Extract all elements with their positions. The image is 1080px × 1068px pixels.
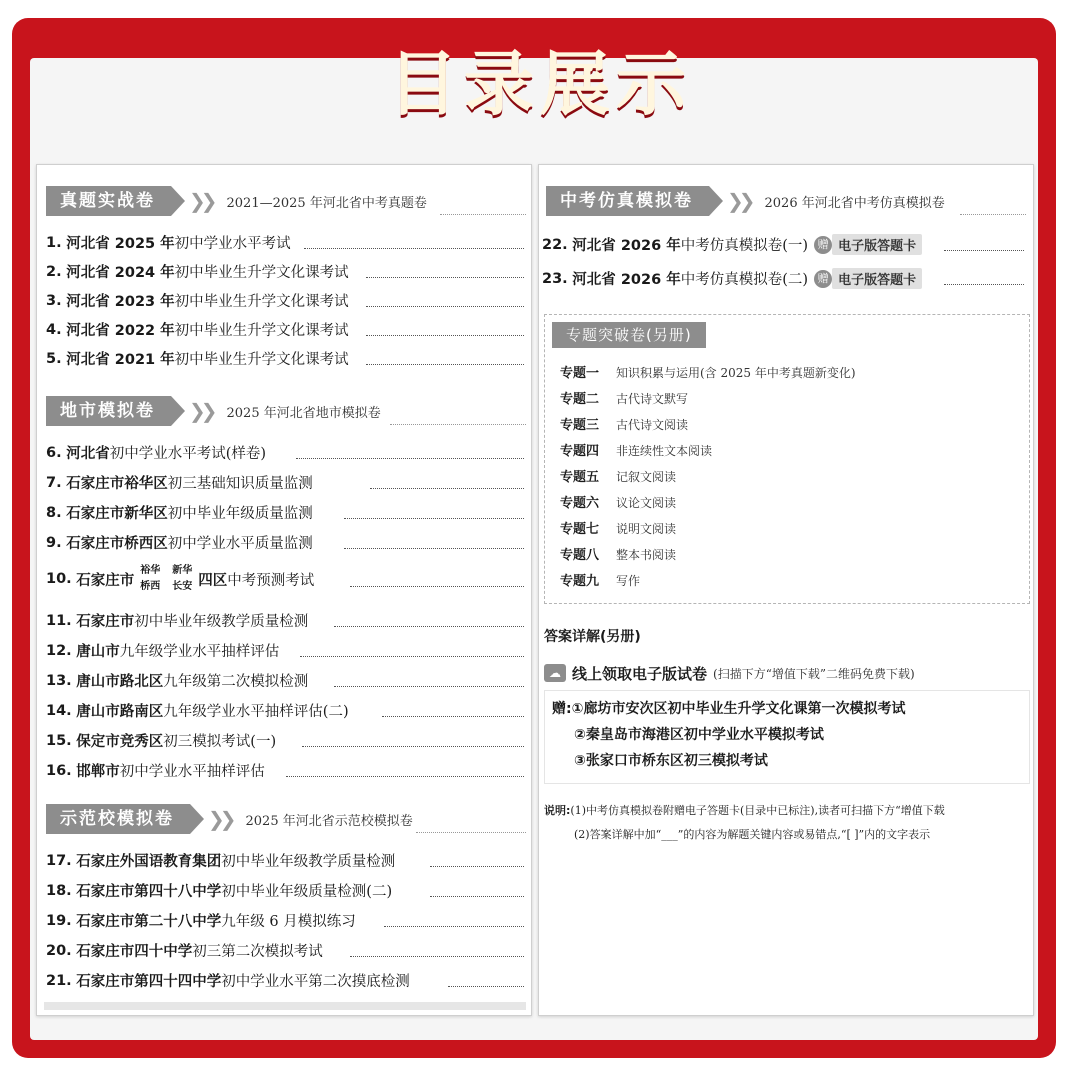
leader-dots xyxy=(430,896,524,897)
leader-dots xyxy=(334,626,524,627)
cloud-download-icon: ☁ xyxy=(544,664,566,682)
leader-dots xyxy=(344,518,524,519)
list-item[interactable]: 12. 唐山市 九年级学业水平抽样评估 xyxy=(46,642,280,660)
topic-item[interactable]: 专题八 整本书阅读 xyxy=(560,548,677,563)
answers-heading: 答案详解(另册) xyxy=(544,629,641,645)
leader-dots xyxy=(430,866,524,867)
leader-dots xyxy=(286,776,524,777)
list-item[interactable]: 7. 石家庄市裕华区 初三基础知识质量监测 xyxy=(46,474,313,492)
note-line: 说明:(1)中考仿真模拟卷附赠电子答题卡(目录中已标注),读者可扫描下方“增值下载 xyxy=(544,804,945,817)
e-answer-card-badge: 电子版答题卡 xyxy=(832,268,922,289)
topic-item[interactable]: 专题二 古代诗文默写 xyxy=(560,392,689,407)
list-item[interactable]: 8. 石家庄市新华区 初中毕业年级质量监测 xyxy=(46,504,313,522)
divider xyxy=(960,214,1026,215)
gift-line: ②秦皇岛市海港区初中学业水平模拟考试 xyxy=(574,727,824,743)
e-answer-card-badge: 电子版答题卡 xyxy=(832,234,922,255)
list-item[interactable]: 6. 河北省 初中学业水平考试(样卷) xyxy=(46,444,267,462)
list-item[interactable]: 20. 石家庄市四十中学 初三第二次模拟考试 xyxy=(46,942,323,960)
online-hint: (扫描下方“增值下载”二维码免费下载) xyxy=(713,666,915,681)
section-subtitle: 2025 年河北省示范校模拟卷 xyxy=(245,813,413,829)
page-title: 目录展示 xyxy=(388,43,692,125)
list-item[interactable]: 1. 河北省 2025 年 初中学业水平考试 xyxy=(46,234,291,252)
topic-item[interactable]: 专题四 非连续性文本阅读 xyxy=(560,444,713,459)
list-item[interactable]: 11. 石家庄市 初中毕业年级教学质量检测 xyxy=(46,612,309,630)
list-item[interactable]: 2. 河北省 2024 年 初中毕业生升学文化课考试 xyxy=(46,263,349,281)
leader-dots xyxy=(370,488,524,489)
leader-dots xyxy=(350,956,524,957)
list-item[interactable]: 5. 河北省 2021 年 初中毕业生升学文化课考试 xyxy=(46,350,349,368)
list-item[interactable]: 13. 唐山市路北区 九年级第二次模拟检测 xyxy=(46,672,309,690)
divider xyxy=(440,214,526,215)
list-item[interactable]: 19. 石家庄市第二十八中学 九年级 6 月模拟练习 xyxy=(46,912,356,930)
chevron-right-icon: ❯❯ xyxy=(208,807,232,831)
online-download-row[interactable] xyxy=(544,662,915,684)
leader-dots xyxy=(448,986,524,987)
list-item[interactable]: 21. 石家庄市第四十四中学 初中学业水平第二次摸底检测 xyxy=(46,972,410,990)
leader-dots xyxy=(944,284,1024,285)
leader-dots xyxy=(366,335,524,336)
section-header-simulation xyxy=(546,184,945,218)
leader-dots xyxy=(350,586,524,587)
leader-dots xyxy=(344,548,524,549)
gift-icon: 赠 xyxy=(814,236,832,254)
section-subtitle: 2026 年河北省中考仿真模拟卷 xyxy=(764,195,945,211)
divider xyxy=(416,832,526,833)
list-item[interactable]: 16. 邯郸市 初中学业水平抽样评估 xyxy=(46,762,265,780)
list-item[interactable]: 22. 河北省 2026 年 中考仿真模拟卷(一) 赠 电子版答题卡 xyxy=(542,234,922,255)
gift-icon: 赠 xyxy=(814,270,832,288)
district-stack-b: 新华 长安 xyxy=(172,565,193,592)
footer-bar xyxy=(44,1002,526,1010)
topic-item[interactable]: 专题六 议论文阅读 xyxy=(560,496,677,511)
section-header-city-mocks xyxy=(46,394,381,428)
chevron-right-icon: ❯❯ xyxy=(727,189,751,213)
leader-dots xyxy=(296,458,524,459)
chevron-right-icon: ❯❯ xyxy=(189,189,213,213)
section-tag: 示范校模拟卷 xyxy=(46,804,190,834)
section-tag: 真题实战卷 xyxy=(46,186,171,216)
topic-item[interactable]: 专题七 说明文阅读 xyxy=(560,522,677,537)
list-item[interactable]: 18. 石家庄市第四十八中学 初中毕业年级质量检测(二) xyxy=(46,882,393,900)
list-item[interactable]: 10. 石家庄市 裕华 桥西 新华 长安 四区 中考预测考试 xyxy=(46,562,314,596)
district-stack-a: 裕华 桥西 xyxy=(140,565,161,592)
list-item[interactable]: 3. 河北省 2023 年 初中毕业生升学文化课考试 xyxy=(46,292,349,310)
gift-line: 赠:①廊坊市安次区初中毕业生升学文化课第一次模拟考试 xyxy=(552,701,906,717)
section-header-real-exams xyxy=(46,184,427,218)
section-subtitle: 2021—2025 年河北省中考真题卷 xyxy=(226,195,427,211)
section-tag: 中考仿真模拟卷 xyxy=(546,186,709,216)
chevron-right-icon: ❯❯ xyxy=(189,399,213,423)
leader-dots xyxy=(334,686,524,687)
section-subtitle: 2025 年河北省地市模拟卷 xyxy=(226,405,381,421)
topic-item[interactable]: 专题三 古代诗文阅读 xyxy=(560,418,689,433)
topics-tag: 专题突破卷(另册) xyxy=(552,322,706,348)
leader-dots xyxy=(300,656,524,657)
list-item[interactable]: 15. 保定市竞秀区 初三模拟考试(一) xyxy=(46,732,277,750)
leader-dots xyxy=(384,926,524,927)
section-header-model-schools xyxy=(46,802,413,836)
list-item[interactable]: 17. 石家庄外国语教育集团 初中毕业年级教学质量检测 xyxy=(46,852,396,870)
topic-item[interactable]: 专题五 记叙文阅读 xyxy=(560,470,677,485)
section-tag: 地市模拟卷 xyxy=(46,396,171,426)
leader-dots xyxy=(366,277,524,278)
topic-item[interactable]: 专题一 知识积累与运用(含 2025 年中考真题新变化) xyxy=(560,366,856,381)
online-label: 线上领取电子版试卷 xyxy=(572,664,708,683)
list-item[interactable]: 4. 河北省 2022 年 初中毕业生升学文化课考试 xyxy=(46,321,349,339)
leader-dots xyxy=(366,306,524,307)
leader-dots xyxy=(366,364,524,365)
gift-line: ③张家口市桥东区初三模拟考试 xyxy=(574,753,768,769)
leader-dots xyxy=(382,716,524,717)
leader-dots xyxy=(304,248,524,249)
leader-dots xyxy=(944,250,1024,251)
list-item[interactable]: 14. 唐山市路南区 九年级学业水平抽样评估(二) xyxy=(46,702,349,720)
topic-item[interactable]: 专题九 写作 xyxy=(560,574,641,589)
list-item[interactable]: 9. 石家庄市桥西区 初中学业水平质量监测 xyxy=(46,534,313,552)
divider xyxy=(390,424,526,425)
note-line: (2)答案详解中加“___”的内容为解题关键内容或易错点,“[ ]”内的文字表示 xyxy=(574,828,931,841)
list-item[interactable]: 23. 河北省 2026 年 中考仿真模拟卷(二) 赠 电子版答题卡 xyxy=(542,268,922,289)
leader-dots xyxy=(302,746,524,747)
